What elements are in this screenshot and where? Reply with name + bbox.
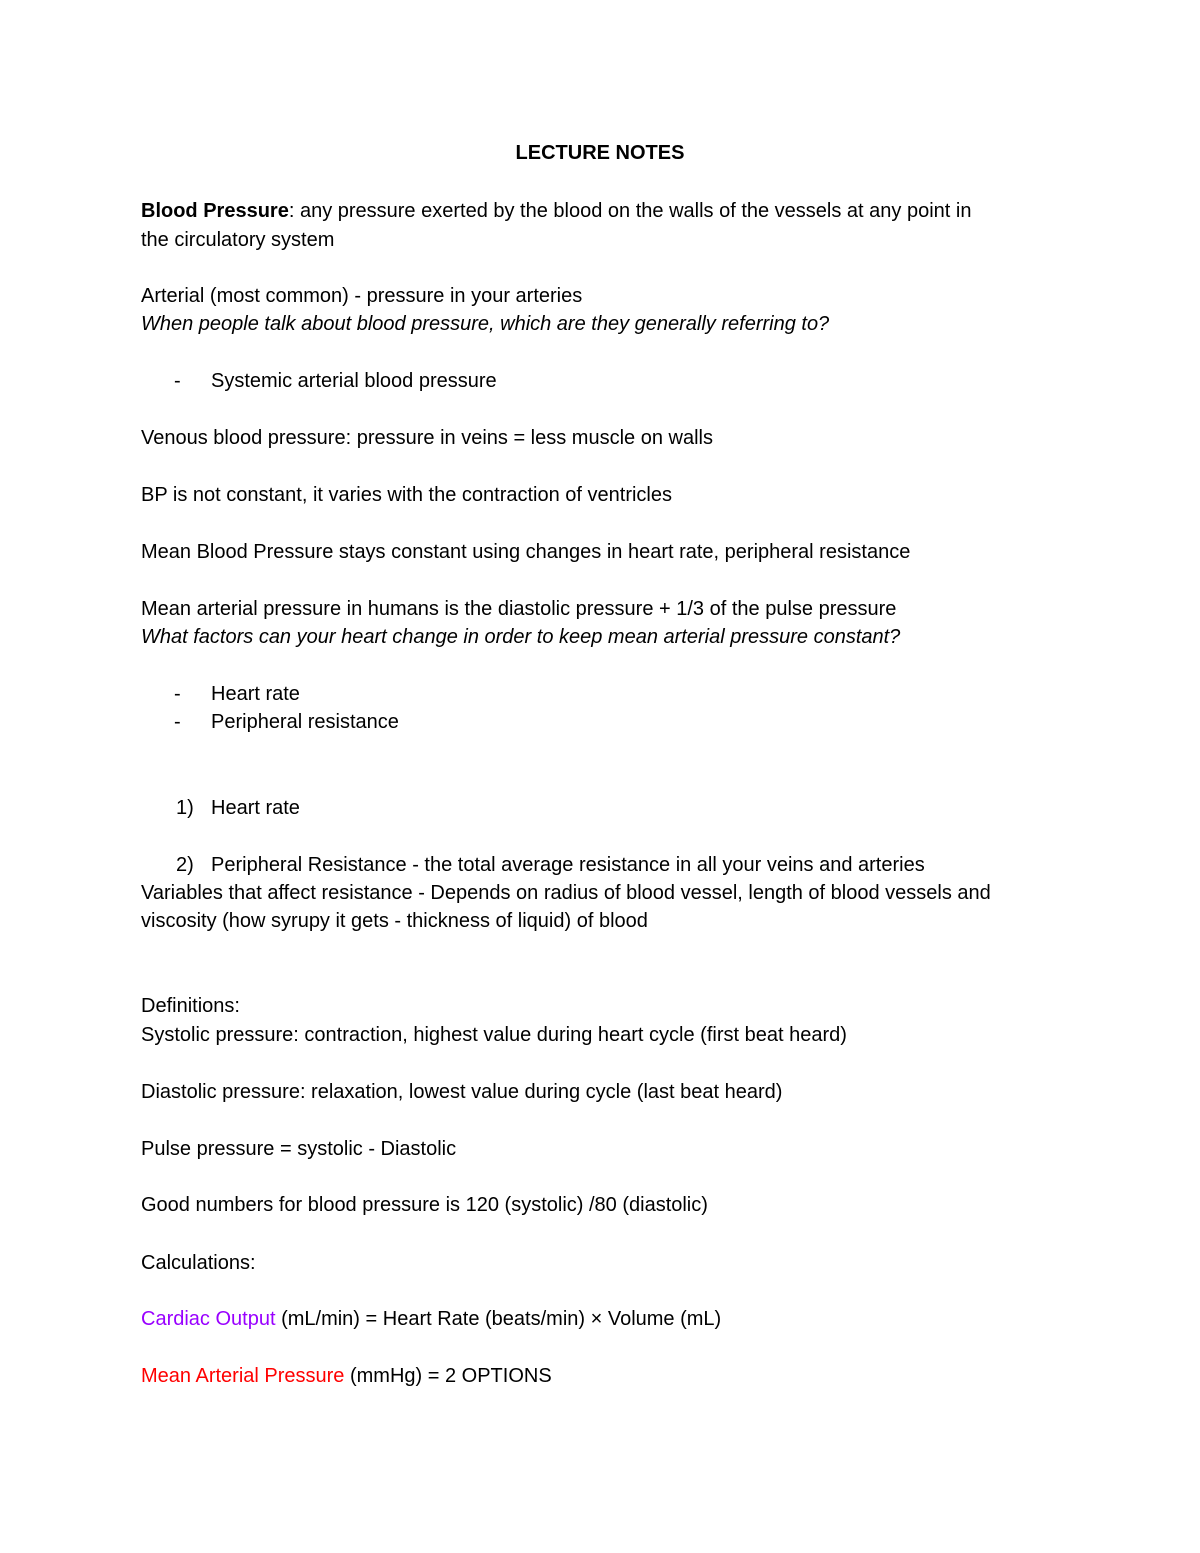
cardiac-output-term: Cardiac Output [141, 1308, 276, 1330]
mean-arterial-pressure-term: Mean Arterial Pressure [141, 1365, 345, 1387]
blood-pressure-definition-cont: the circulatory system [141, 229, 335, 251]
page-title: LECTURE NOTES [515, 142, 685, 164]
answer-2-item: Heart rate [211, 683, 300, 705]
mean-arterial-pressure-equation: (mmHg) = 2 OPTIONS [344, 1365, 552, 1387]
question-1: When people talk about blood pressure, which are they generally referring to? [141, 313, 830, 335]
calculations-heading: Calculations: [141, 1252, 256, 1274]
variables-line: Variables that affect resistance - Depends on radius of blood vessel, length of blood vessels and [141, 882, 991, 904]
pulse-pressure-definition: Pulse pressure = systolic - Diastolic [141, 1138, 457, 1160]
cardiac-output-equation: (mL/min) = Heart Rate (beats/min) × Volume (mL) [275, 1308, 722, 1330]
answer-1: Systemic arterial blood pressure [211, 370, 497, 392]
mean-arterial-pressure-formula [141, 1362, 552, 1390]
map-line: Mean arterial pressure in humans is the diastolic pressure + 1/3 of the pulse pressure [141, 598, 897, 620]
bullet-marker: - [174, 683, 181, 705]
numbered-item: Heart rate [211, 797, 300, 819]
bullet-marker: - [174, 711, 181, 733]
mean-bp-line: Mean Blood Pressure stays constant using changes in heart rate, peripheral resistance [141, 541, 911, 563]
numbered-item: Peripheral Resistance - the total average resistance in all your veins and arteries [211, 854, 925, 876]
answer-2-item: Peripheral resistance [211, 711, 399, 733]
bullet-marker: - [174, 370, 181, 392]
question-2: What factors can your heart change in order to keep mean arterial pressure constant? [141, 626, 901, 648]
cardiac-output-formula [141, 1305, 721, 1333]
bp-constant-line: BP is not constant, it varies with the contraction of ventricles [141, 484, 672, 506]
blood-pressure-definition [141, 197, 971, 225]
blood-pressure-term: Blood Pressure [141, 200, 289, 222]
numbered-marker: 1) [176, 797, 194, 819]
variables-line-cont: viscosity (how syrupy it gets - thickness of liquid) of blood [141, 910, 648, 932]
definitions-heading: Definitions: [141, 995, 240, 1017]
good-numbers-line: Good numbers for blood pressure is 120 (systolic) /80 (diastolic) [141, 1194, 708, 1216]
blood-pressure-definition-text: : any pressure exerted by the blood on the walls of the vessels at any point in [288, 200, 972, 222]
systolic-definition: Systolic pressure: contraction, highest value during heart cycle (first beat heard) [141, 1024, 847, 1046]
diastolic-definition: Diastolic pressure: relaxation, lowest value during cycle (last beat heard) [141, 1081, 783, 1103]
venous-line: Venous blood pressure: pressure in veins = less muscle on walls [141, 427, 713, 449]
arterial-line: Arterial (most common) - pressure in your arteries [141, 285, 583, 307]
numbered-marker: 2) [176, 854, 194, 876]
